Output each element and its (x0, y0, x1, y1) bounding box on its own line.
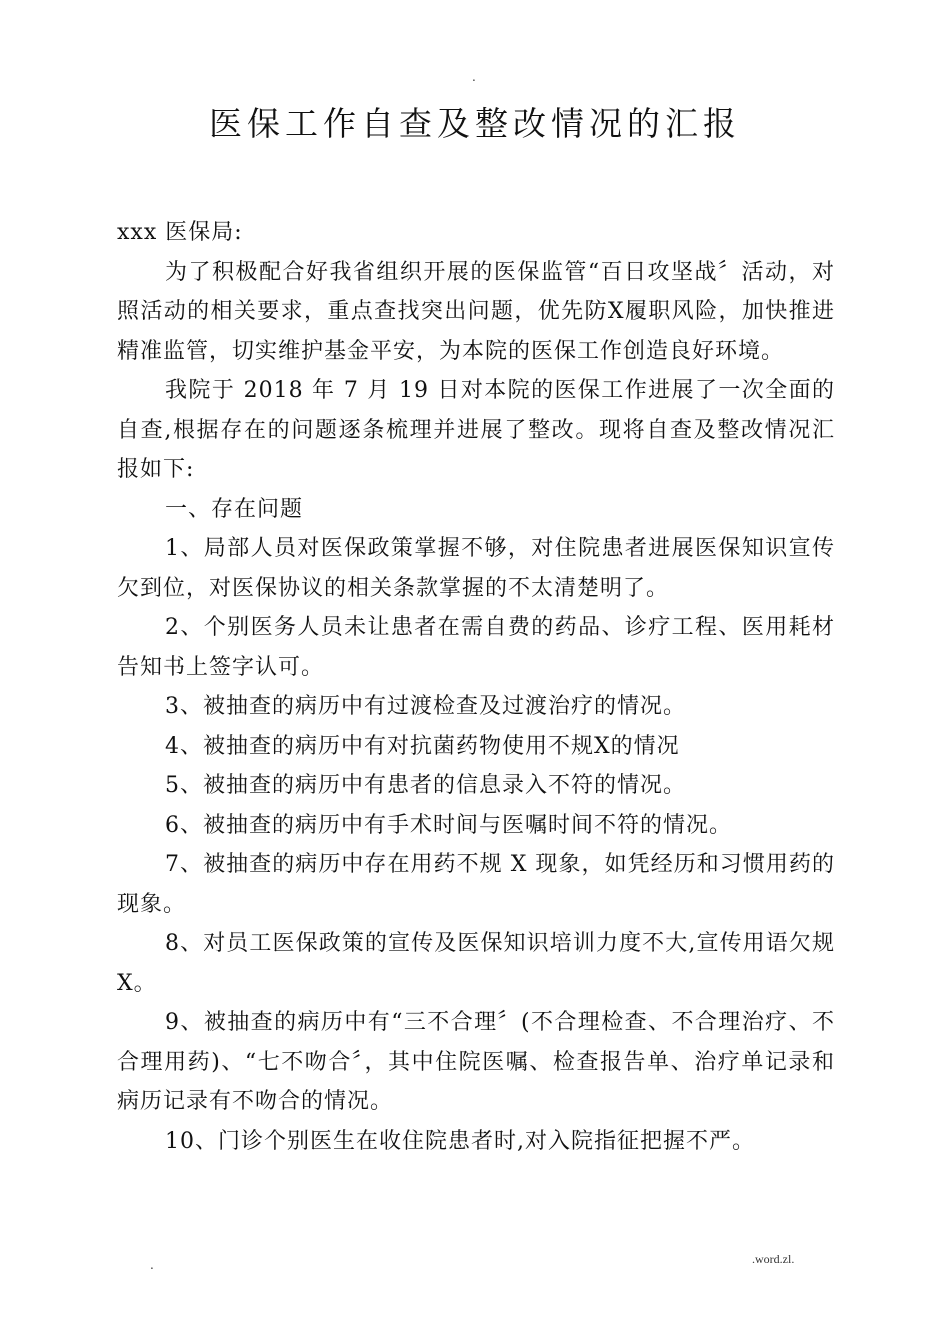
header-dot: . (472, 70, 476, 84)
document-title: 医保工作自查及整改情况的汇报 (209, 104, 741, 143)
problem-item-8: 8、对员工医保政策的宣传及医保知识培训力度不大,宣传用语欠规X。 (117, 931, 835, 996)
salutation: xxx 医保局: (117, 220, 243, 245)
document-body (117, 213, 835, 1161)
footer-dot: . (150, 1258, 154, 1272)
problem-item-9: 9、被抽查的病历中有“三不合理〞(不合理检查、不合理治疗、不合理用药)、“七不吻合〞，其中住院医嘱、检查报告单、治疗单记录和病历记录有不吻合的情况。 (117, 1010, 835, 1114)
problem-item-3: 3、被抽查的病历中有过渡检查及过渡治疗的情况。 (165, 694, 686, 719)
paragraph-intro: 为了积极配合好我省组织开展的医保监管“百日攻坚战〞活动，对照活动的相关要求，重点查找突出问题，优先防X履职风险，加快推进精准监管，切实维护基金平安，为本院的医保工作创造良好环境。 (117, 259, 835, 364)
problem-item-1: 1、局部人员对医保政策掌握不够，对住院患者进展医保知识宣传欠到位，对医保协议的相关条款掌握的不太清楚明了。 (117, 536, 835, 601)
paragraph-self-check: 我院于 2018 年 7 月 19 日对本院的医保工作进展了一次全面的自查,根据存在的问题逐条梳理并进展了整改。现将自查及整改情况汇报如下: (117, 378, 835, 482)
problem-item-2: 2、个别医务人员未让患者在需自费的药品、诊疗工程、医用耗材告知书上签字认可。 (117, 615, 835, 680)
problem-item-6: 6、被抽查的病历中有手术时间与医嘱时间不符的情况。 (165, 812, 732, 838)
footer-watermark-text: .word.zl. (752, 1252, 795, 1266)
section-heading-problems: 一、存在问题 (165, 496, 304, 522)
problem-item-4: 4、被抽查的病历中有对抗菌药物使用不规X的情况 (165, 733, 680, 759)
problem-item-7: 7、被抽查的病历中存在用药不规 X 现象，如凭经历和习惯用药的现象。 (117, 852, 835, 917)
problem-item-5: 5、被抽查的病历中有患者的信息录入不符的情况。 (165, 773, 686, 798)
problem-item-10: 10、门诊个别医生在收住院患者时,对入院指征把握不严。 (165, 1128, 755, 1154)
